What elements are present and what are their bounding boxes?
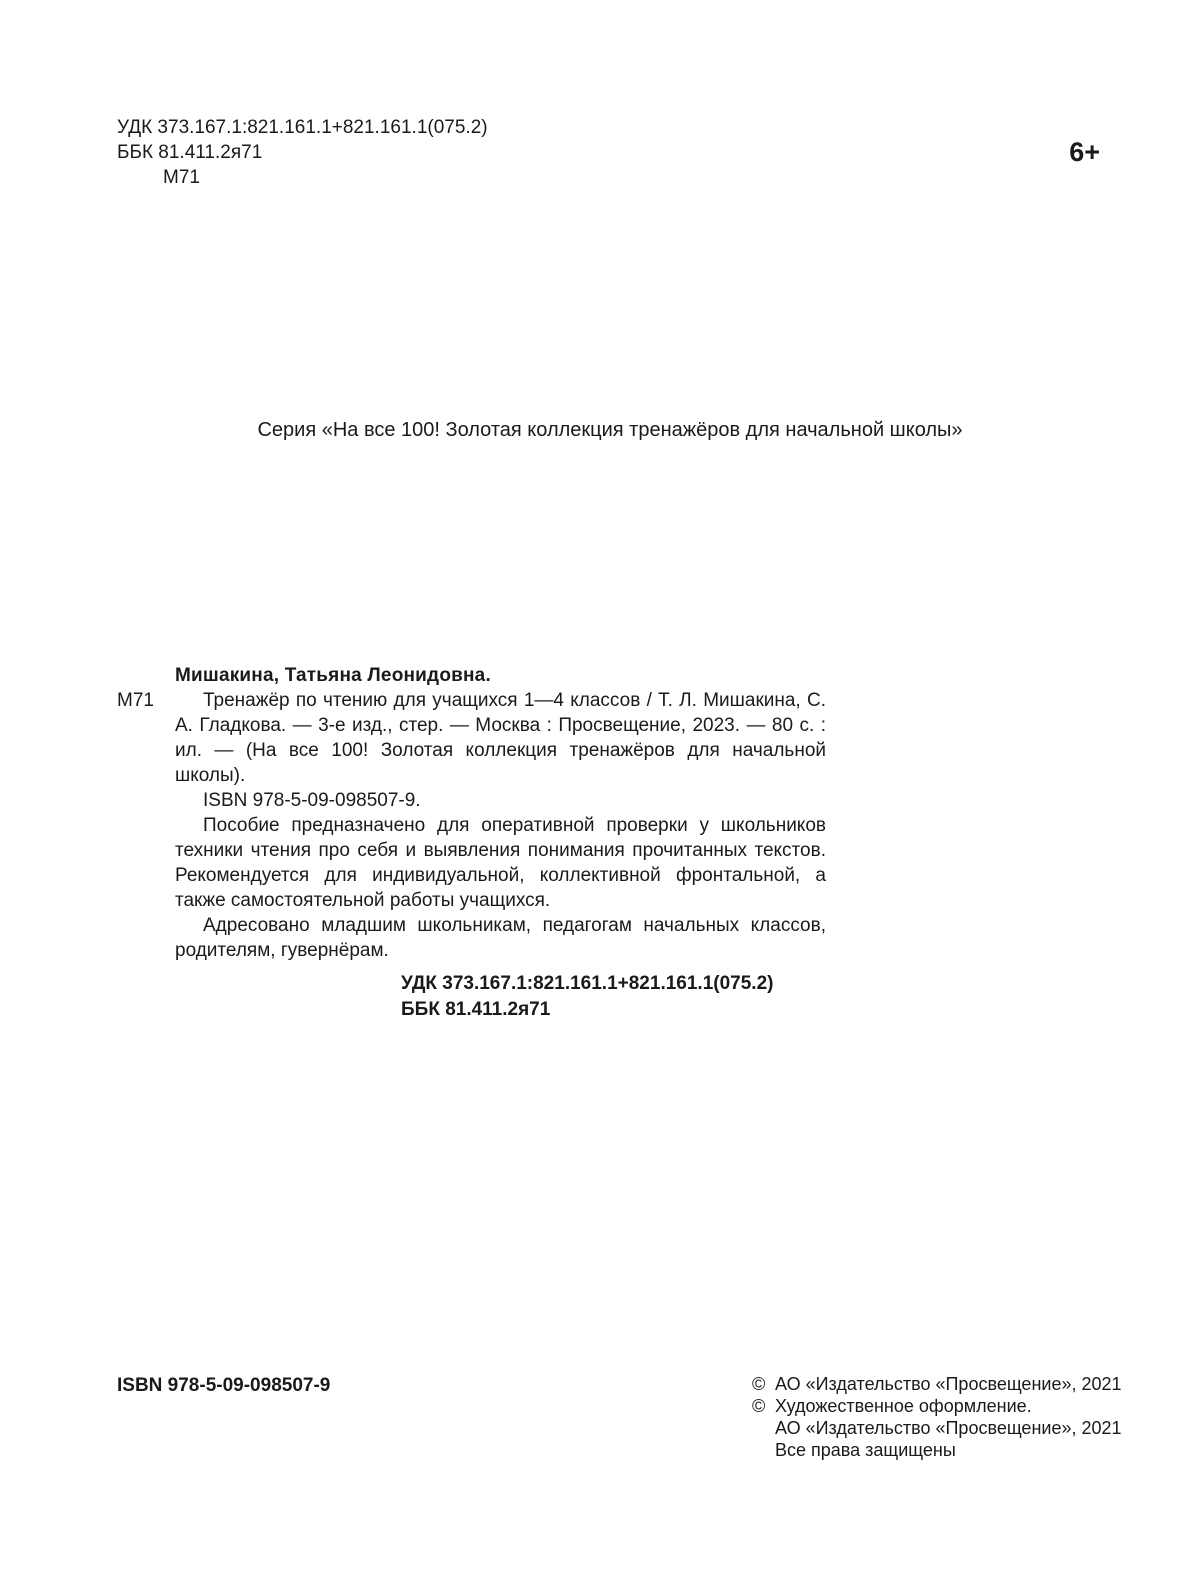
series-title: Серия «На все 100! Золотая коллекция тренажёров для начальной школы» (257, 419, 963, 441)
copyright-line (752, 1373, 1122, 1395)
copyright-icon: © (752, 1396, 766, 1416)
copyright-text: АО «Издательство «Просвещение», 2021 (775, 1418, 1122, 1438)
age-rating: 6+ (1069, 137, 1100, 167)
bbk-code: ББК 81.411.2я71 (117, 142, 263, 163)
isbn-line: ISBN 978-5-09-098507-9. (203, 790, 421, 811)
copyright-block (752, 1373, 1122, 1461)
copyright-text: Художественное оформление. (775, 1396, 1032, 1416)
title-statement (117, 688, 826, 788)
isbn-footer: ISBN 978-5-09-098507-9 (117, 1375, 331, 1396)
audience-note: Адресовано младшим школьникам, педагогам начальных классов, родителям, гувернёрам. (175, 915, 826, 961)
udk-code: УДК 373.167.1:821.161.1+821.161.1(075.2) (117, 117, 488, 138)
udk-code: УДК 373.167.1:821.161.1+821.161.1(075.2) (401, 973, 774, 994)
author-mark: М71 (117, 690, 154, 711)
copyright-spacer (752, 1439, 775, 1461)
copyright-line (752, 1417, 1122, 1439)
classification-codes (401, 971, 826, 1023)
copyright-spacer (752, 1417, 775, 1439)
title-statement-text: Тренажёр по чтению для учащихся 1—4 классов / Т. Л. Мишакина, С. А. Гладкова. — 3-е изд., стер. — Москва : Просвещение, 2023. — 80 с. : ил. — (На все 100! Золотая коллекция тренажёров для начальной школы). (175, 690, 826, 786)
author-heading: Мишакина, Татьяна Леонидовна. (175, 665, 491, 686)
bbk-code: ББК 81.411.2я71 (401, 999, 551, 1020)
copyright-icon: © (752, 1374, 766, 1394)
annotation: Пособие предназначено для оперативной проверки у школьников техники чтения про себя и выявления понимания прочитанных текстов. Рекомендуется для индивидуальной, коллективной фронтальной, а также самостоятельной работы учащихся. (175, 815, 826, 911)
bibliographic-record (117, 663, 826, 1023)
copyright-line (752, 1439, 1112, 1461)
copyright-line (752, 1395, 1112, 1417)
author-mark: М71 (163, 167, 200, 188)
rights-reserved: Все права защищены (775, 1440, 956, 1460)
copyright-text: АО «Издательство «Просвещение», 2021 (775, 1374, 1122, 1394)
